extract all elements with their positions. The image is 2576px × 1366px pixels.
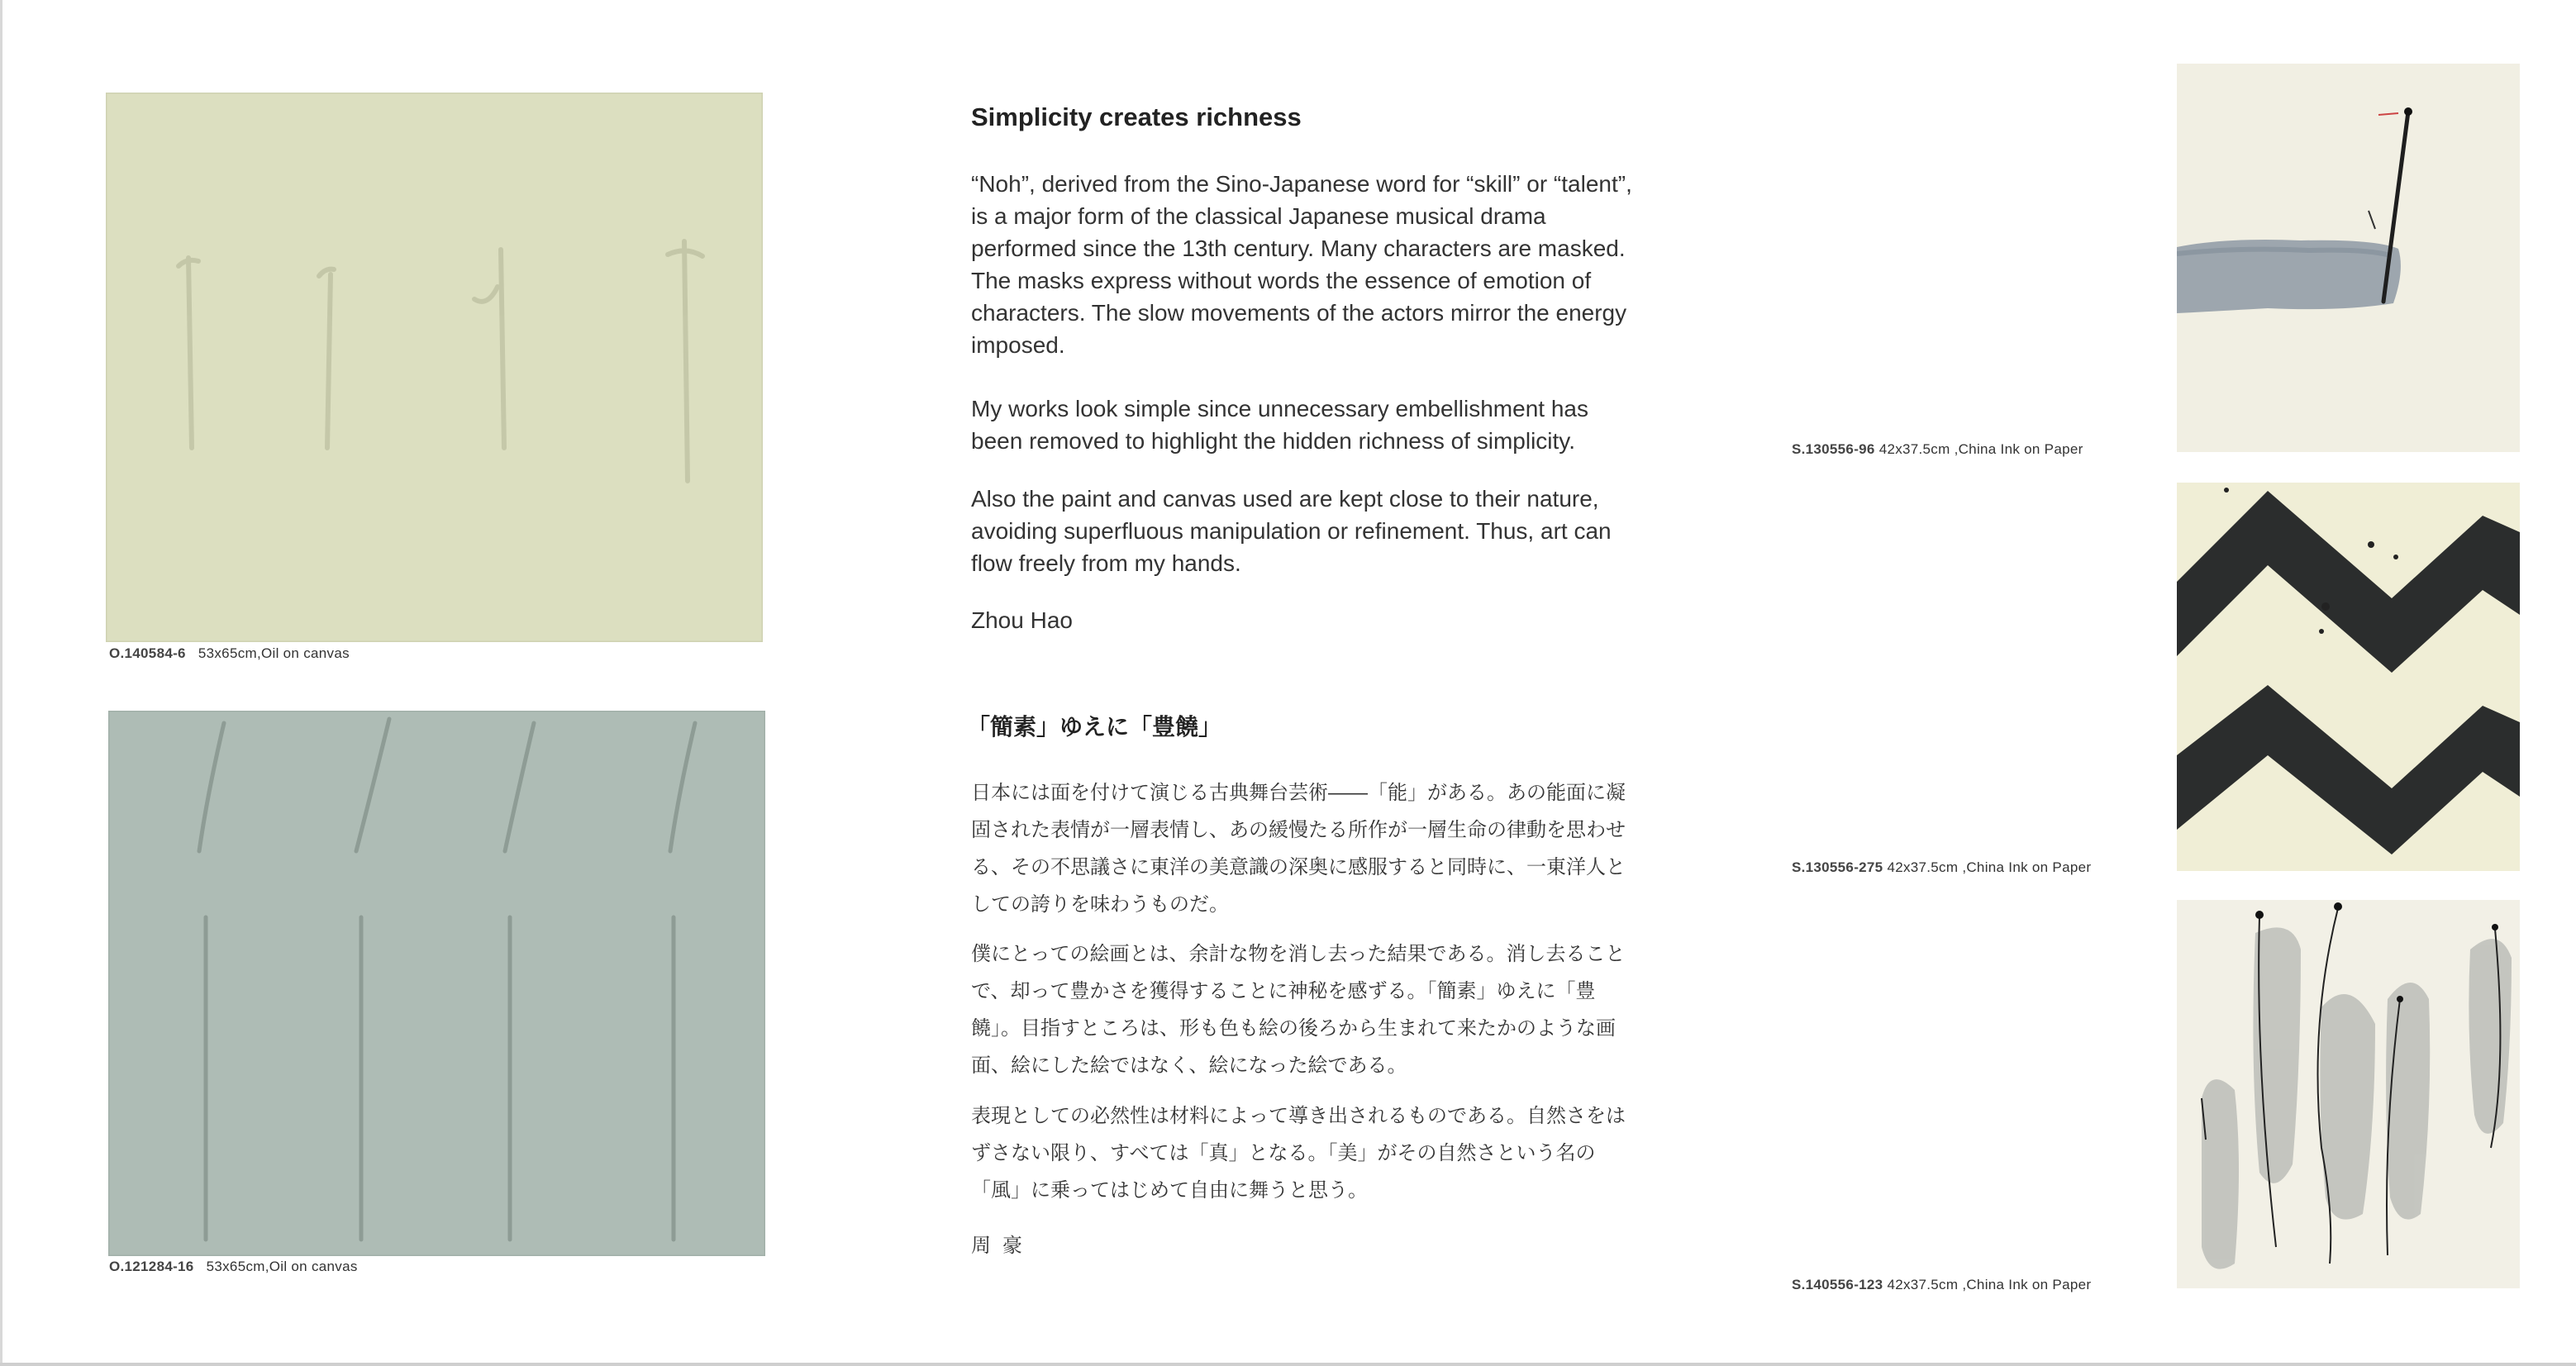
artwork-details: 53x65cm,Oil on canvas — [206, 1259, 358, 1274]
english-paragraph-3: Also the paint and canvas used are kept close to their nature, avoiding superfluous manipulation or refinement. Thus, art can flow freely from my hands. — [971, 486, 1612, 576]
artwork-code: O.121284-16 — [109, 1259, 194, 1274]
ink-painting-3 — [2177, 900, 2520, 1288]
japanese-paragraph-3: 表現としての必然性は材料によって導き出されるものである。自然さをはずさない限り、すべては「真」となる。「美」がその自然さという名の「風」に乗ってはじめて自由に舞うと思う。 — [971, 1104, 1626, 1202]
artwork-code: O.140584-6 — [109, 645, 186, 661]
artwork-details: 42x37.5cm ,China Ink on Paper — [1887, 1277, 2092, 1292]
artwork-details: 42x37.5cm ,China Ink on Paper — [1887, 859, 2092, 875]
japanese-paragraph-1: 日本には面を付けて演じる古典舞台芸術――「能」がある。あの能面に凝固された表情が一層表情し、あの緩慢たる所作が一層生命の律動を思わせる、その不思議さに東洋の美意識の深奥に感服すると同時に、一東洋人としての誇りを味わうものだ。 — [971, 781, 1626, 916]
ink-painting-1-caption — [1792, 441, 2083, 458]
oil-painting-2 — [108, 711, 765, 1256]
artwork-code: S.130556-96 — [1792, 441, 1875, 457]
page-bottom-edge — [0, 1363, 2576, 1366]
artwork-details: 53x65cm,Oil on canvas — [198, 645, 350, 661]
ink-painting-2 — [2177, 483, 2520, 871]
english-title: Simplicity creates richness — [971, 102, 1302, 131]
english-paragraph-1: “Noh”, derived from the Sino-Japanese word for “skill” or “talent”, is a major form of the classical Japanese musical drama performed since the 13th century. Many characters are masked. The masks express without words the essence of emotion of characters. The slow movements of the actors mirror the energy imposed. — [971, 171, 1632, 358]
english-signature: Zhou Hao — [971, 607, 1073, 633]
japanese-signature: 周豪 — [971, 1234, 1034, 1257]
ink-painting-1 — [2177, 64, 2520, 452]
oil-painting-2-caption — [109, 1259, 358, 1275]
ink-painting-2-caption — [1792, 859, 2091, 876]
japanese-title: 「簡素」ゆえに「豊饒」 — [967, 713, 1222, 740]
english-paragraph-2: My works look simple since unnecessary embellishment has been removed to highlight the hidden richness of simplicity. — [971, 396, 1588, 454]
japanese-paragraph-2: 僕にとっての絵画とは、余計な物を消し去った結果である。消し去ることで、却って豊かさを獲得することに神秘を感ずる。「簡素」ゆえに「豊饒」。目指すところは、形も色も絵の後ろから生まれて来たかのような画面、絵にした絵ではなく、絵になった絵である。 — [971, 942, 1626, 1077]
oil-painting-1 — [106, 93, 763, 642]
artwork-details: 42x37.5cm ,China Ink on Paper — [1878, 441, 2083, 457]
oil-painting-1-caption — [109, 645, 350, 662]
artwork-code: S.130556-275 — [1792, 859, 1883, 875]
page-edge — [0, 0, 2, 1366]
artwork-code: S.140556-123 — [1792, 1277, 1883, 1292]
ink-painting-3-caption — [1792, 1277, 2091, 1293]
